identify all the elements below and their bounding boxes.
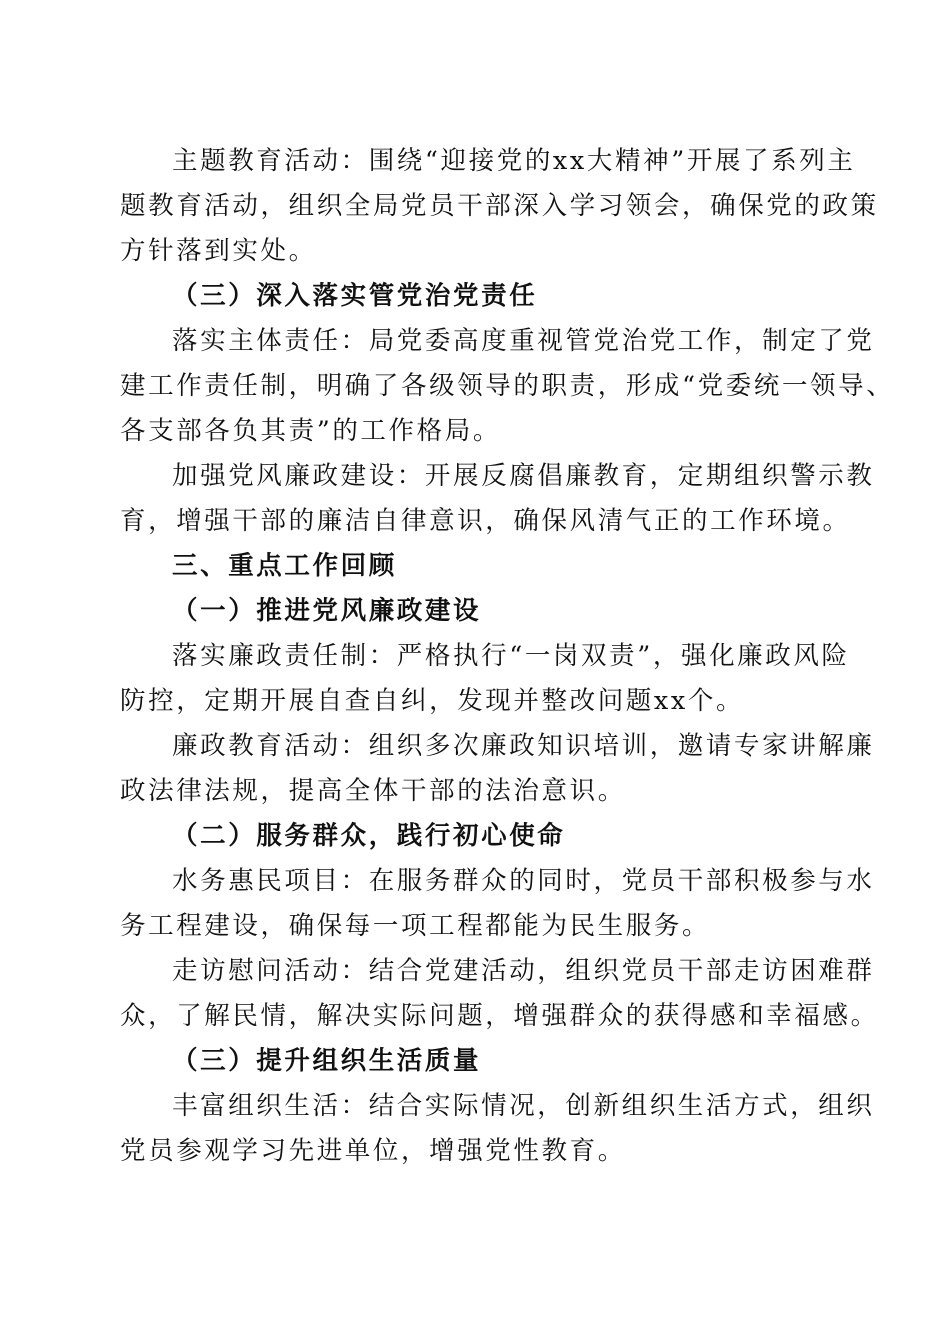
paragraph-line: 廉政教育活动：组织多次廉政知识培训，邀请专家讲解廉: [172, 731, 875, 761]
subheading: （一）推进党风廉政建设: [172, 596, 482, 626]
subheading: （三）深入落实管党治党责任: [172, 281, 538, 311]
paragraph-line: 加强党风廉政建设：开展反腐倡廉教育，定期组织警示教: [172, 461, 875, 491]
paragraph-line: 水务惠民项目：在服务群众的同时，党员干部积极参与水: [172, 866, 875, 896]
paragraph-line: 防控，定期开展自查自纠，发现并整改问题xx个。: [120, 686, 745, 716]
paragraph-line: 各支部各负其责”的工作格局。: [120, 416, 501, 446]
paragraph-line: 党员参观学习先进单位，增强党性教育。: [120, 1136, 626, 1166]
paragraph-line: 建工作责任制，明确了各级领导的职责，形成“党委统一领导、: [120, 371, 895, 401]
paragraph-line: 众，了解民情，解决实际问题，增强群众的获得感和幸福感。: [120, 1001, 879, 1031]
paragraph-line: 方针落到实处。: [120, 236, 317, 266]
paragraph-line: 政法律法规，提高全体干部的法治意识。: [120, 776, 626, 806]
subheading: （二）服务群众，践行初心使命: [172, 821, 566, 851]
paragraph-line: 育，增强干部的廉洁自律意识，确保风清气正的工作环境。: [120, 506, 851, 536]
paragraph-line: 主题教育活动：围绕“迎接党的xx大精神”开展了系列主: [172, 146, 856, 176]
paragraph-line: 落实廉政责任制：严格执行“一岗双责”，强化廉政风险: [172, 641, 850, 671]
section-heading: 三、重点工作回顾: [172, 551, 397, 581]
subheading: （三）提升组织生活质量: [172, 1046, 482, 1076]
paragraph-line: 走访慰问活动：结合党建活动，组织党员干部走访困难群: [172, 956, 875, 986]
paragraph-line: 落实主体责任：局党委高度重视管党治党工作，制定了党: [172, 326, 875, 356]
paragraph-line: 务工程建设，确保每一项工程都能为民生服务。: [120, 911, 711, 941]
paragraph-line: 题教育活动，组织全局党员干部深入学习领会，确保党的政策: [120, 191, 879, 221]
paragraph-line: 丰富组织生活：结合实际情况，创新组织生活方式，组织: [172, 1091, 875, 1121]
